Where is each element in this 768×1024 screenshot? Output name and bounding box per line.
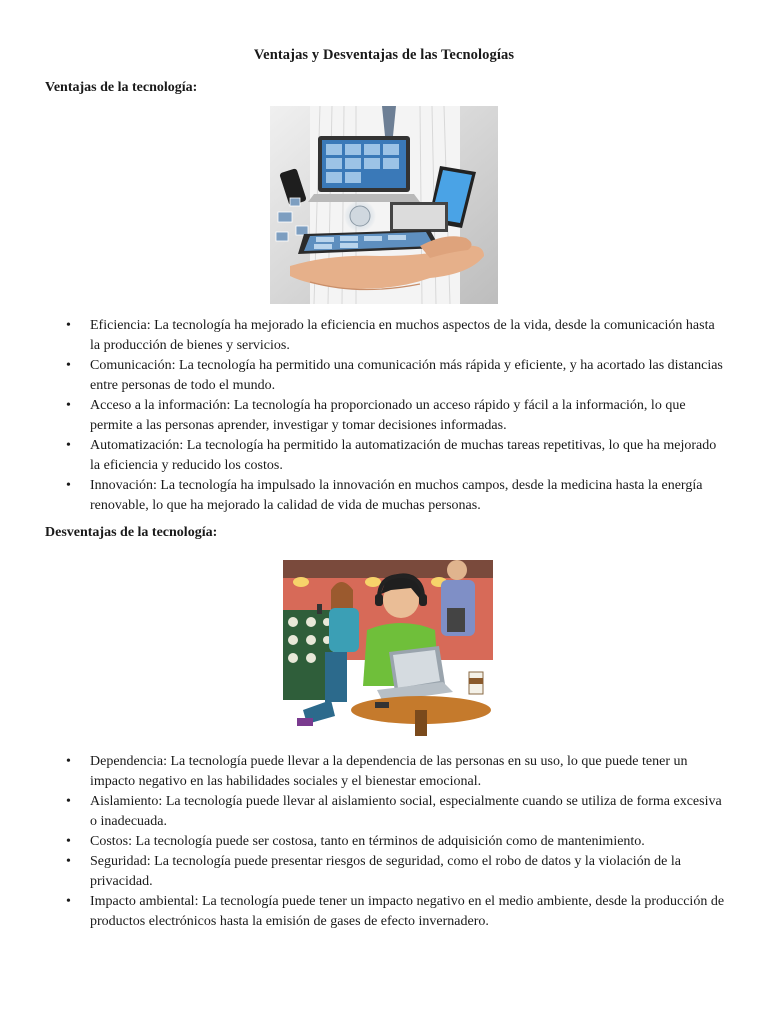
list-item [66, 316, 726, 356]
hand-devices-illustration [270, 106, 498, 304]
isolation-cafe-illustration [283, 560, 493, 736]
bullet-icon: • [66, 894, 71, 909]
advantages-heading: Ventajas de la tecnología: [45, 80, 198, 95]
bullet-icon: • [66, 794, 71, 809]
list-item [66, 396, 726, 436]
list-item-text: Acceso a la información: La tecnología ha proporcionado un acceso rápido y fácil a la información, lo que permite a las personas aprender, investigar y tomar decisiones informadas. [90, 398, 686, 433]
list-item-text: Comunicación: La tecnología ha permitido una comunicación más rápida y eficiente, y ha acortado las distancias entre personas de todo el mundo. [90, 358, 723, 393]
cafe-people-illustration [283, 560, 493, 736]
technology-devices-photo [270, 106, 498, 304]
list-item [66, 476, 726, 516]
bullet-icon: • [66, 438, 71, 453]
list-item-text: Dependencia: La tecnología puede llevar a la dependencia de las personas en su uso, lo que puede tener un impacto negativo en las habilidades sociales y el bienestar emocional. [90, 754, 688, 789]
bullet-icon: • [66, 854, 71, 869]
list-item-text: Automatización: La tecnología ha permitido la automatización de muchas tareas repetitivas, lo que ha mejorado la eficiencia y reducido los costos. [90, 438, 717, 473]
list-item-text: Seguridad: La tecnología puede presentar riesgos de seguridad, como el robo de datos y la violación de la privacidad. [90, 854, 681, 889]
advantages-list [66, 316, 726, 516]
list-item [66, 892, 726, 932]
list-item-text: Impacto ambiental: La tecnología puede tener un impacto negativo en el medio ambiente, desde la producción de productos electrónicos hasta la emisión de gases de efecto invernadero. [90, 894, 725, 929]
list-item-text: Innovación: La tecnología ha impulsado la innovación en muchos campos, desde la medicina hasta la energía renovable, lo que ha mejorado la calidad de vida de muchas personas. [90, 478, 703, 513]
list-item-text: Aislamiento: La tecnología puede llevar al aislamiento social, especialmente cuando se utiliza de forma excesiva o inadecuada. [90, 794, 722, 829]
bullet-icon: • [66, 754, 71, 769]
bullet-icon: • [66, 478, 71, 493]
list-item [66, 436, 726, 476]
list-item [66, 356, 726, 396]
disadvantages-heading: Desventajas de la tecnología: [45, 525, 218, 540]
list-item [66, 792, 726, 832]
bullet-icon: • [66, 358, 71, 373]
list-item [66, 752, 726, 792]
bullet-icon: • [66, 834, 71, 849]
list-item [66, 832, 726, 852]
disadvantages-list [66, 752, 726, 932]
page-title: Ventajas y Desventajas de las Tecnologías [253, 47, 515, 63]
bullet-icon: • [66, 318, 71, 333]
list-item [66, 852, 726, 892]
list-item-text: Eficiencia: La tecnología ha mejorado la eficiencia en muchos aspectos de la vida, desde la comunicación hasta la producción de bienes y servicios. [90, 318, 715, 353]
bullet-icon: • [66, 398, 71, 413]
list-item-text: Costos: La tecnología puede ser costosa, tanto en términos de adquisición como de mantenimiento. [90, 834, 645, 849]
